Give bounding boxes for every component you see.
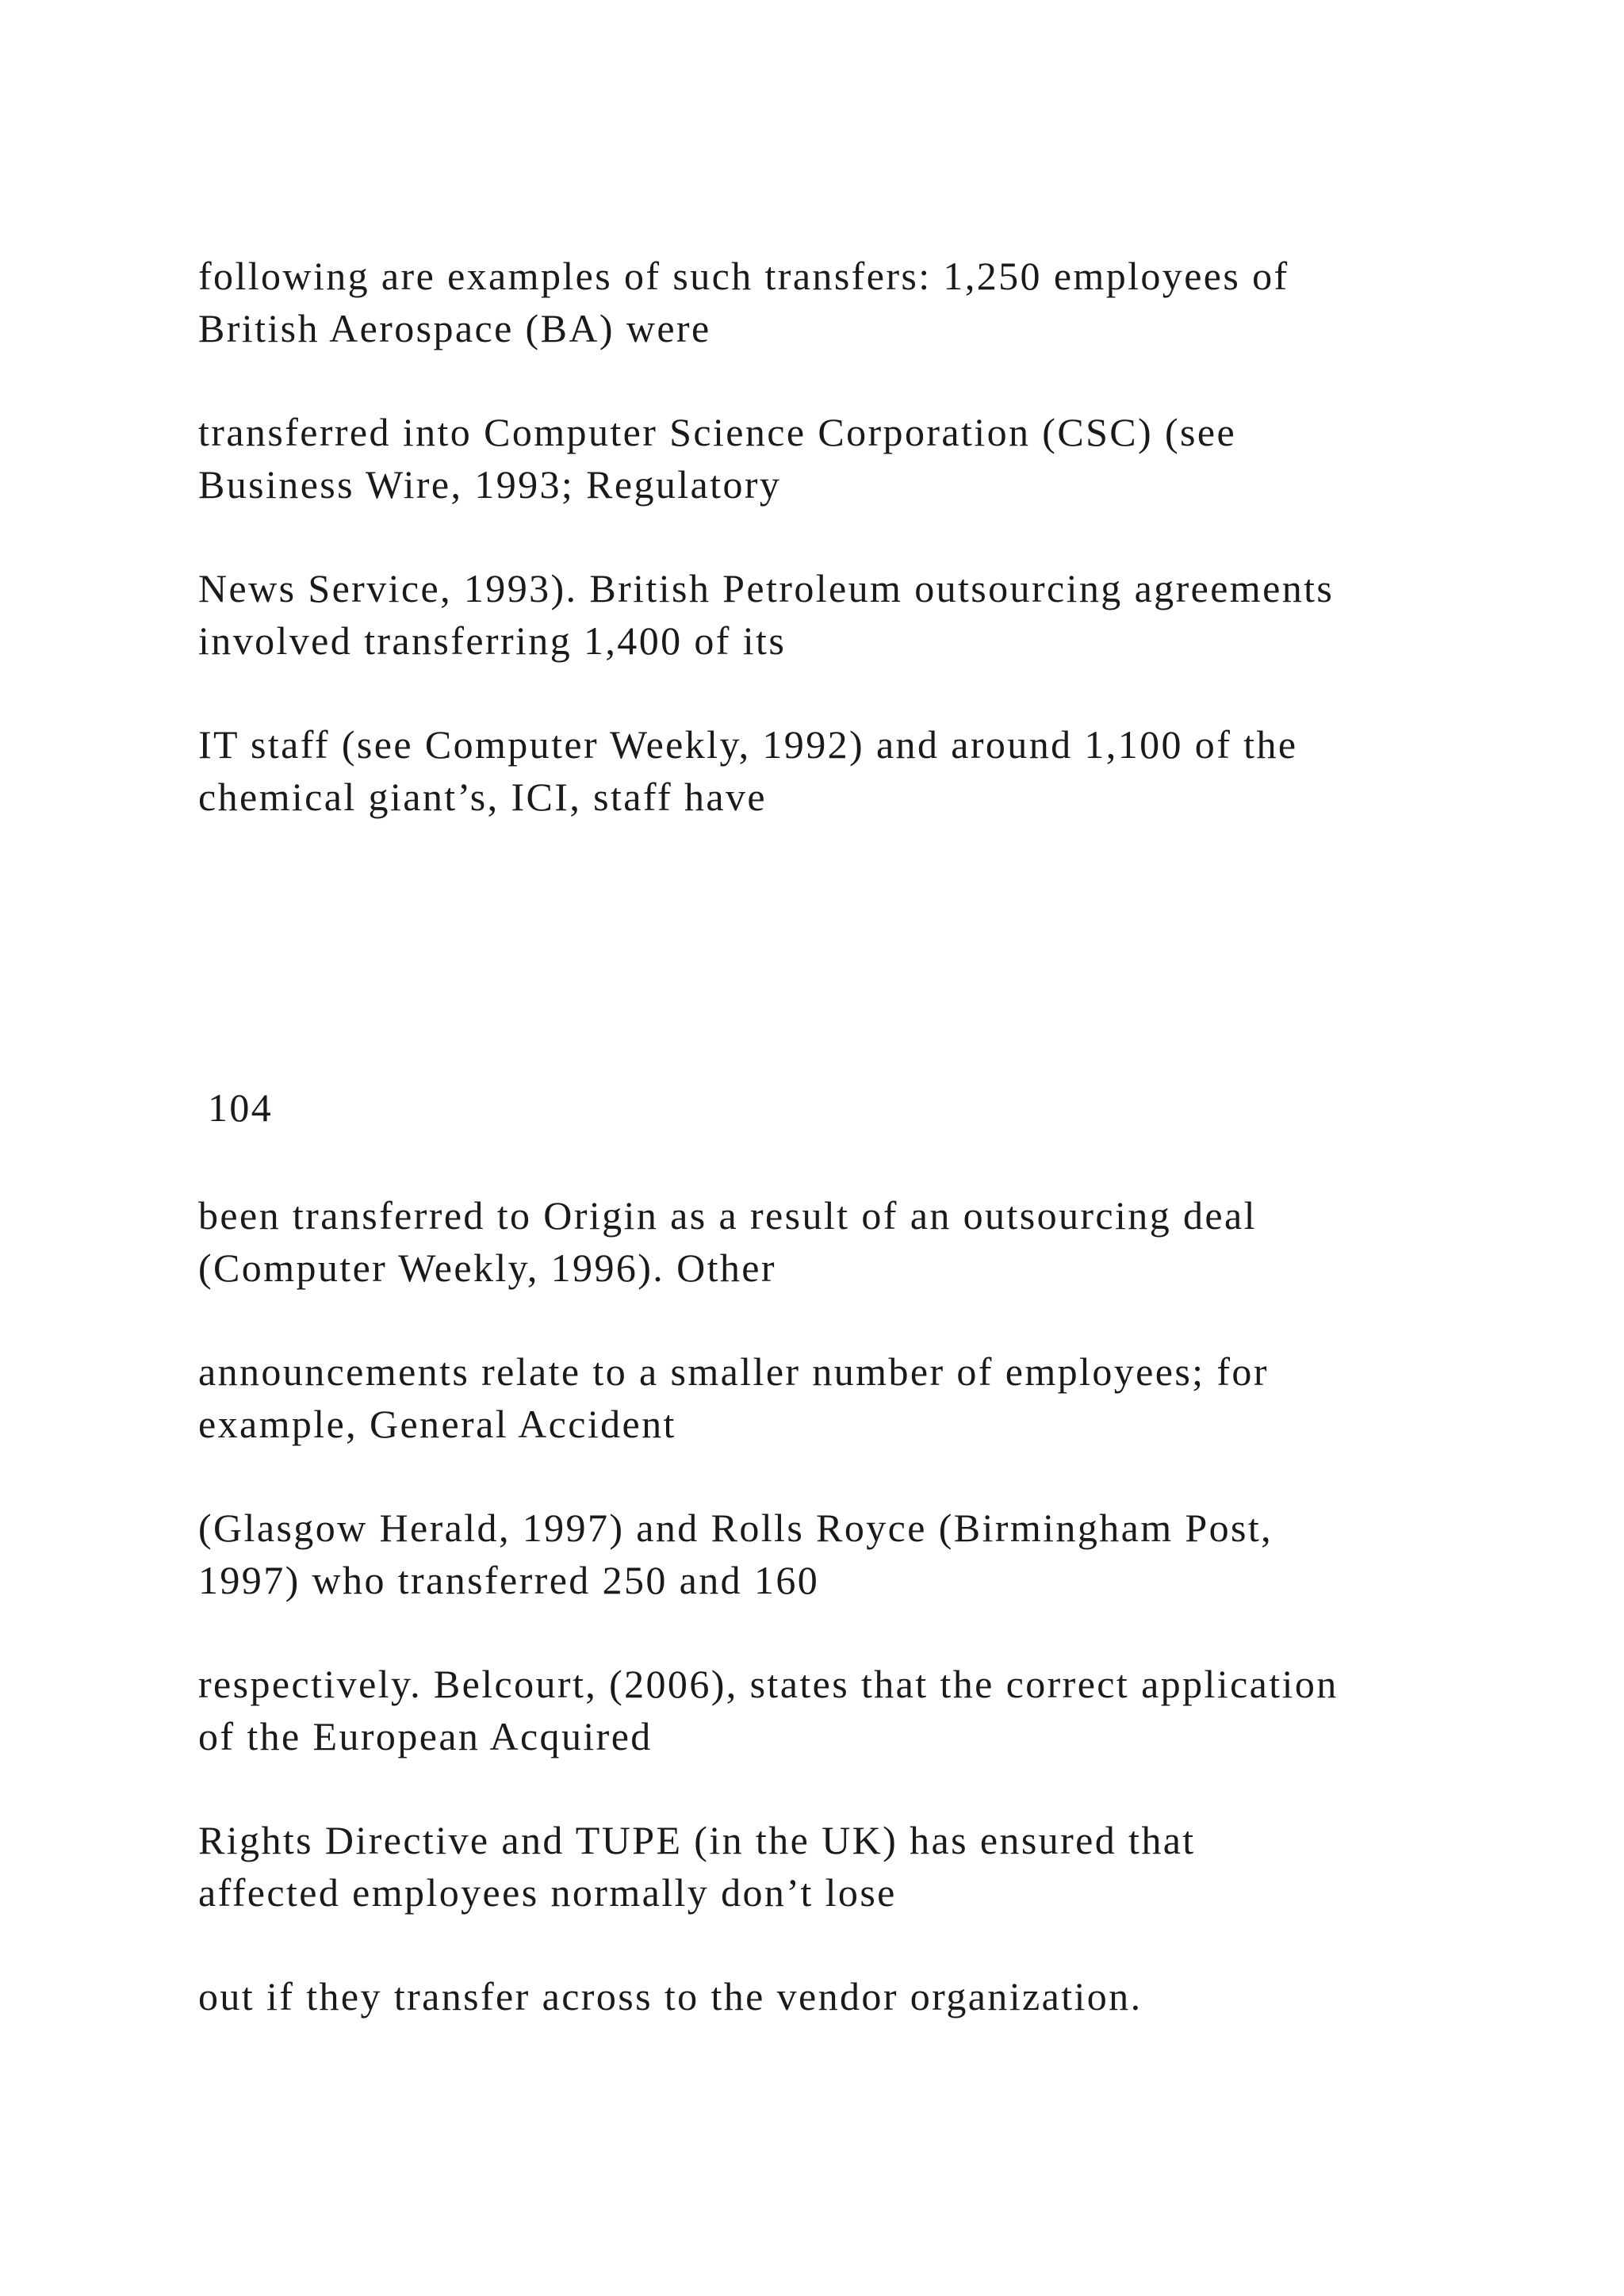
text-line: example, General Accident xyxy=(198,1402,676,1446)
text-line: 1997) who transferred 250 and 160 xyxy=(198,1558,820,1602)
text-line: announcements relate to a smaller number of employees; for xyxy=(198,1349,1269,1394)
text-line: out if they transfer across to the vendor organization. xyxy=(198,1974,1143,2019)
paragraph-block-7 xyxy=(198,1502,1546,1606)
text-line: respectively. Belcourt, (2006), states that the correct application xyxy=(198,1662,1339,1706)
text-line: News Service, 1993). British Petroleum outsourcing agreements xyxy=(198,566,1335,610)
paragraph-block-2 xyxy=(198,406,1546,511)
paragraph-block-9 xyxy=(198,1814,1546,1919)
paragraph-block-6 xyxy=(198,1345,1546,1450)
text-line: Rights Directive and TUPE (in the UK) has ensured that xyxy=(198,1818,1196,1862)
text-line: (Computer Weekly, 1996). Other xyxy=(198,1246,776,1290)
paragraph-block-5 xyxy=(198,1189,1546,1294)
text-line: affected employees normally don’t lose xyxy=(198,1870,897,1915)
paragraph-block-1 xyxy=(198,250,1546,354)
text-line: IT staff (see Computer Weekly, 1992) and around 1,100 of the xyxy=(198,722,1298,767)
text-line: of the European Acquired xyxy=(198,1714,653,1758)
text-line: British Aerospace (BA) were xyxy=(198,306,711,350)
text-line: Business Wire, 1993; Regulatory xyxy=(198,462,782,507)
paragraph-block-4 xyxy=(198,718,1546,823)
text-line: transferred into Computer Science Corporation (CSC) (see xyxy=(198,410,1237,454)
paragraph-block-10 xyxy=(198,1970,1546,2022)
text-line: involved transferring 1,400 of its xyxy=(198,618,787,663)
paragraph-block-3 xyxy=(198,562,1546,667)
text-line: following are examples of such transfers: 1,250 employees of xyxy=(198,254,1289,298)
text-line: been transferred to Origin as a result of an outsourcing deal xyxy=(198,1193,1257,1238)
page-number: 104 xyxy=(208,1085,274,1130)
text-line: (Glasgow Herald, 1997) and Rolls Royce (Birmingham Post, xyxy=(198,1506,1274,1550)
paragraph-block-8 xyxy=(198,1658,1546,1762)
text-line: chemical giant’s, ICI, staff have xyxy=(198,775,767,819)
